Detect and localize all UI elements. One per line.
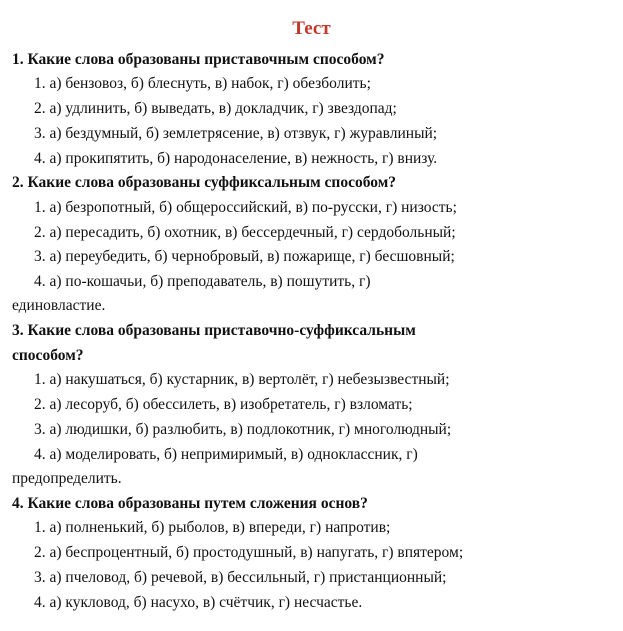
- question-4-option-4: 4. а) кукловод, б) насухо, в) счётчик, г) несчастье.: [34, 594, 363, 611]
- question-2-option-1: 1. а) безропотный, б) общероссийский, в) по-русски, г) низость;: [34, 199, 457, 216]
- question-1-option-2: 2. а) удлинить, б) выведать, в) докладчик, г) звездопад;: [34, 100, 397, 117]
- question-1-option-4: 4. а) прокипятить, б) народонаселение, в) нежность, г) внизу.: [34, 150, 438, 167]
- question-2-option-2: 2. а) пересадить, б) охотник, в) бессердечный, г) сердобольный;: [34, 224, 456, 241]
- question-2-heading: 2. Какие слова образованы суффиксальным способом?: [12, 174, 397, 191]
- question-4-option-2: 2. а) беспроцентный, б) простодушный, в) напугать, г) впятером;: [34, 544, 464, 561]
- question-4-option-1: 1. а) полненький, б) рыболов, в) впереди, г) напротив;: [34, 519, 391, 536]
- question-2-option-4: 4. а) по-кошачьи, б) преподаватель, в) пошутить, г): [34, 273, 371, 290]
- question-3-option-1: 1. а) накушаться, б) кустарник, в) вертолёт, г) небезызвестный;: [34, 371, 450, 388]
- question-3-heading: 3. Какие слова образованы приставочно-суффиксальным: [12, 322, 416, 339]
- question-1-option-3: 3. а) бездумный, б) землетрясение, в) отзвук, г) журавлиный;: [34, 125, 438, 142]
- question-1-option-1: 1. а) бензовоз, б) блеснуть, в) набок, г) обезболить;: [34, 75, 371, 92]
- question-2-option-4-continuation: единовластие.: [12, 297, 106, 314]
- question-1-heading: 1. Какие слова образованы приставочным способом?: [12, 51, 385, 68]
- question-3-option-3: 3. а) людишки, б) разлюбить, в) подлокотник, г) многолюдный;: [34, 421, 452, 438]
- page-title: Тест: [292, 18, 331, 39]
- question-3-option-4-continuation: предопределить.: [12, 470, 122, 487]
- question-2-option-3: 3. а) переубедить, б) чернобровый, в) пожарище, г) бесшовный;: [34, 248, 455, 265]
- question-3-option-2: 2. а) лесоруб, б) обессилеть, в) изобретатель, г) взломать;: [34, 396, 413, 413]
- question-4-heading: 4. Какие слова образованы путем сложения основ?: [12, 495, 368, 512]
- question-4-option-3: 3. а) пчеловод, б) речевой, в) бессильный, г) пристанционный;: [34, 569, 447, 586]
- question-3-heading-continuation: способом?: [12, 347, 84, 364]
- question-3-option-4: 4. а) моделировать, б) непримиримый, в) одноклассник, г): [34, 446, 418, 463]
